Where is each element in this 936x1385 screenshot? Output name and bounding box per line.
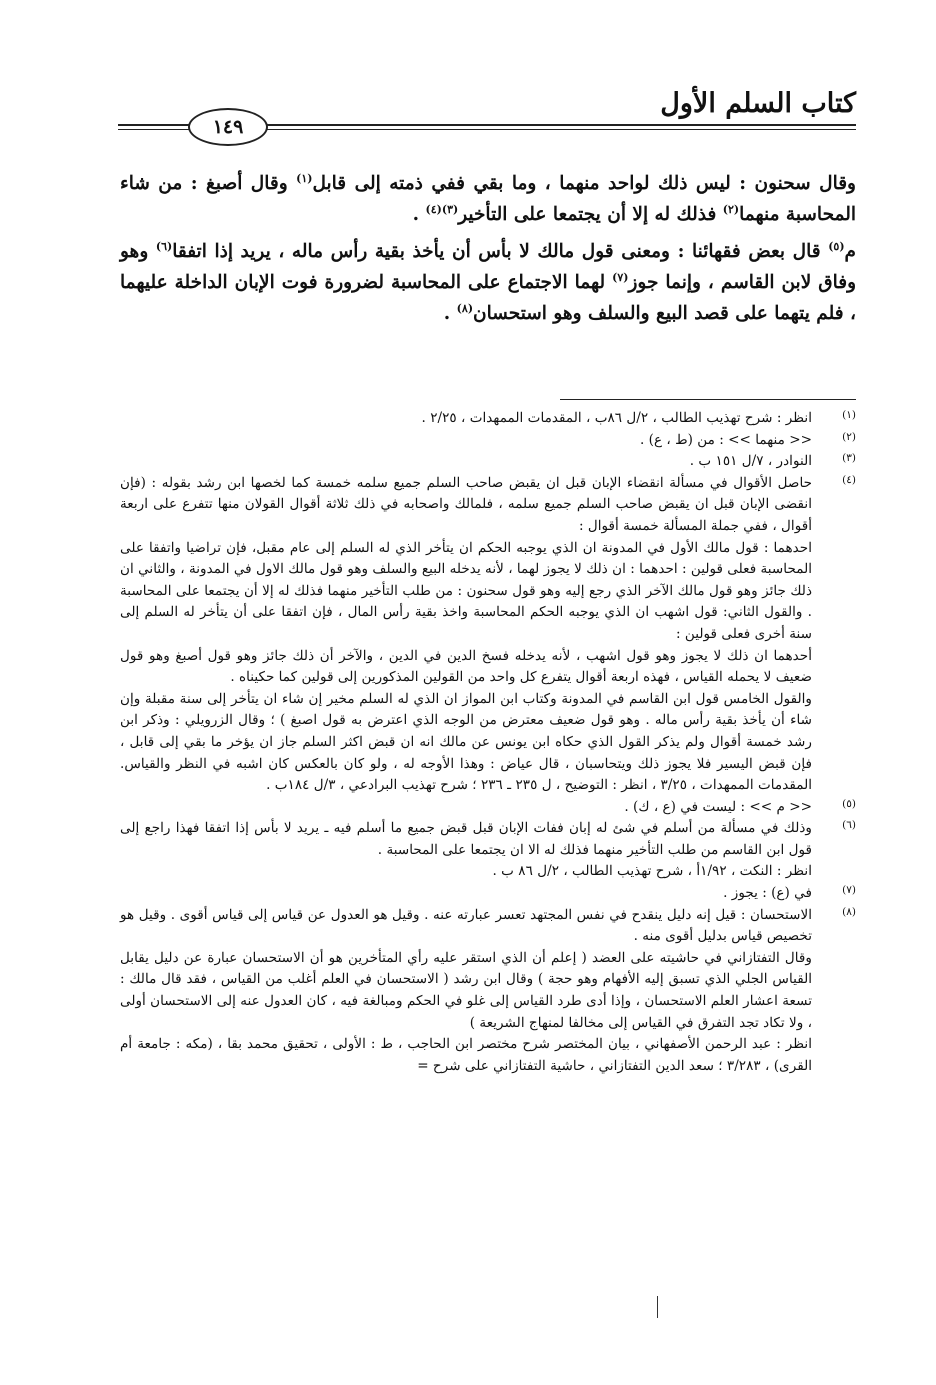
footnote-number: (٨) (842, 905, 856, 918)
footnote-marker: (٨) (456, 301, 474, 315)
footnote-marker: (٧) (612, 270, 629, 284)
footnote-text: << م >> : ليست في (ع ، ك) . (624, 798, 812, 815)
paragraph-text: لهما الاجتماع على المحاسبة لضرورة فوت الإبان الداخلة عليهما ، فلم يتهما على قصد البيع والسلف وهو استحسان (120, 272, 856, 324)
footnote-1 (120, 408, 856, 430)
footnote-text: النوادر ، ٧/ل ١٥١ ب . (689, 453, 812, 470)
footnote-number: (٣) (842, 452, 856, 465)
footnote-text: الاستحسان : قيل إنه دليل ينقدح في نفس المجتهد تعسر عبارته عنه . وقيل هو العدول عن قياس إلى قياس أقوى . وقيل هو تخصيص قياس بدليل أقوى منه . (120, 906, 812, 945)
paragraph-text: وقال سحنون : ليس ذلك لواحد منهما ، وما بقي ففي ذمته إلى قابل (312, 173, 856, 194)
main-paragraph (120, 236, 856, 329)
footnote-text: انظر : عبد الرحمن الأصفهاني ، بيان المختصر شرح مختصر ابن الحاجب ، ط : الأولى ، تحقيق محمد بقا ، (مكه : جامعة أم القرى) ، ٣/٢٨٣ ؛ سعد الدين التفتازاني ، حاشية التفتازاني على شرح = (120, 1036, 812, 1074)
footnote-2 (120, 430, 856, 452)
footnote-text: وذلك في مسألة من أسلم في شئ له إبان ففات الإبان قبل قبض جميع ما أسلم فيه ـ يريد لا بأس إذا اتفقا فهذا راجع إلى قول ابن القاسم من طلب التأخير منهما فذلك له الا ان يجتمعا على المحاسبة . (120, 820, 812, 858)
main-paragraph (120, 168, 856, 230)
footnote-text: انظر : شرح تهذيب الطالب ، ٢/ل ٨٦ب ، المقدمات الممهدات ، ٢/٢٥ . (421, 410, 812, 426)
footnote-number: (٢) (842, 430, 856, 443)
footnote-4 (120, 473, 856, 797)
footnote-text: والقول الخامس قول ابن القاسم في المدونة وكتاب ابن المواز ان الذي له السلم مخير إن شاء ان يتأخر إلى سنة مقبلة وإن شاء أن يأخذ بقية رأس ماله . وهو قول ضعيف معترض من الوجه الذي اعترض به قول اصبغ ) ؛ وقال الزرويلي : وذكر ابن رشد خمسة أقوال ولم يذكر القول الذي حكاه ابن يونس عن مالك انه ان قبض اكثر السلم جاز ان يؤخر ما بقي إلى قابل ، فإن قبض اليسير فلا يجوز ذلك ويتحاسبان ، قال عياض : وهذا الأوجه له ، ولو كان بالعكس كان اشبه في النظر والقياس. المقدمات الممهدات ، ٣/٢٥ ، انظر : التوضيح ، ل ٢٣٥ ـ ٢٣٦ ؛ شرح تهذيب البرادعي ، ٣/ل ١٨٤ب . (120, 690, 813, 794)
footnote-text: حاصل الأقوال في مسألة انقضاء الإبان قبل ان يقبض صاحب السلم جميع سلمه خمسة كما لخصها ابن رشد بقوله : (فإن انقضى الإبان قبل ان يقبض صاحب السلم جميع سلمه ، فلمالك واصحابه في ذلك ثلاثة أقوال القولان منها تتفرع على اربعة أقوال ، ففي جملة المسألة خمسة أقوال : (120, 474, 812, 534)
paragraph-text: م (844, 241, 857, 262)
footnote-marker: (٢) (722, 202, 740, 216)
footnote-7 (120, 883, 856, 905)
paragraph-text: . (443, 303, 457, 324)
footnote-5 (120, 797, 856, 819)
footnote-number: (٤) (842, 473, 856, 486)
footnote-number: (٥) (842, 797, 856, 810)
footnote-text: << منهما >> : من (ط ، ع) . (640, 431, 812, 448)
footnote-text: احدهما : قول مالك الأول في المدونة ان الذي يوجبه الحكم ان يتأخر الذي له السلم إلى عام مقبل، فإن تراضيا واتفقا على المحاسبة فعلى قولين : احدهما : ان ذلك لا يجوز لهما ، لأنه يدخله البيع والسلف وهو قول مالك الاول في المدونة ، والثاني ان ذلك جائز وهو قول مالك الآخر الذي رجع إليه وهو قول سحنون : من طلب التأخير منهما فذلك له إلا أن يجتمعا على المحاسبة . والقول الثاني: قول اشهب ان الذي يوجبه الحكم المحاسبة واخذ بقية رأس المال ، فإن اتفقا على أن يتأخر له السلم إلى سنة أخرى فعلى قولين : (120, 539, 812, 642)
footnote-text: أحدهما ان ذلك لا يجوز وهو قول اشهب ، لأنه يدخله فسخ الدين في الدين ، والآخر أن ذلك جائز وهو قول أصبغ وهو قول ضعيف لا يحمله القياس ، فهذه اربعة أقوال يتفرع كل واحد من القولين المذكورين إلى قولين كما حكيناه . (120, 647, 812, 686)
footnote-text: في (ع) : يجوز . (723, 885, 812, 902)
footnote-number: (١) (842, 409, 856, 421)
page-number-badge (188, 108, 268, 146)
paragraph-text: وقال أصبغ : من شاء المحاسبة منهما (120, 173, 856, 225)
paragraph-text: وهو وفاق لابن القاسم ، وإنما جوز (120, 241, 856, 293)
footnote-divider (560, 399, 856, 400)
running-header-title: كتاب السلم الأول (660, 88, 856, 119)
paragraph-text: فذلك له إلا أن يجتمعا على التأخير (458, 204, 723, 225)
footnote-text: انظر : النكت ، ١/٩٢أ ، شرح تهذيب الطالب ، ٢/ل ٨٦ ب . (492, 863, 812, 880)
footnote-3 (120, 451, 856, 473)
footnote-marker: (٣) (441, 202, 459, 216)
page-number: ١٤٩ (212, 116, 244, 138)
paragraph-text: . (412, 204, 426, 225)
footnote-marker: (١) (296, 171, 313, 185)
scan-mark (657, 1296, 658, 1318)
main-text-block (120, 168, 856, 335)
footnote-8 (120, 905, 856, 1078)
footnote-number: (٦) (842, 819, 856, 832)
footnote-marker: (٦) (155, 239, 173, 253)
footnote-marker: (٤) (425, 202, 442, 216)
paragraph-text: قال بعض فقهائنا : ومعنى قول مالك لا بأس أن يأخذ بقية رأس ماله ، يريد إذا اتفقا (172, 241, 829, 262)
footnote-text: وقال التفتازاني في حاشيته على العضد ( إعلم أن الذي استقر عليه رأي المتأخرين هو أن الاستحسان عبارة عن دليل يقابل القياس الجلي الذي تسبق إليه الأفهام وهو حجة ) وقال ابن رشد ( الاستحسان في العلم أغلب من القياس ، فقد قال مالك : تسعة اعشار العلم الاستحسان ، وإذا أدى طرد القياس إلى غلو في الحكم ومبالغة فيه ، كان العدول عنه إلى الاستحسان أولى ، ولا تكاد تجد التفرق في القياس إلى مخالفا لمنهاج الشريعة ) (120, 949, 812, 1031)
footnote-6 (120, 818, 856, 883)
footnote-number: (٧) (842, 884, 856, 897)
footnotes-section (120, 408, 856, 1077)
footnote-marker: (٥) (828, 239, 845, 253)
